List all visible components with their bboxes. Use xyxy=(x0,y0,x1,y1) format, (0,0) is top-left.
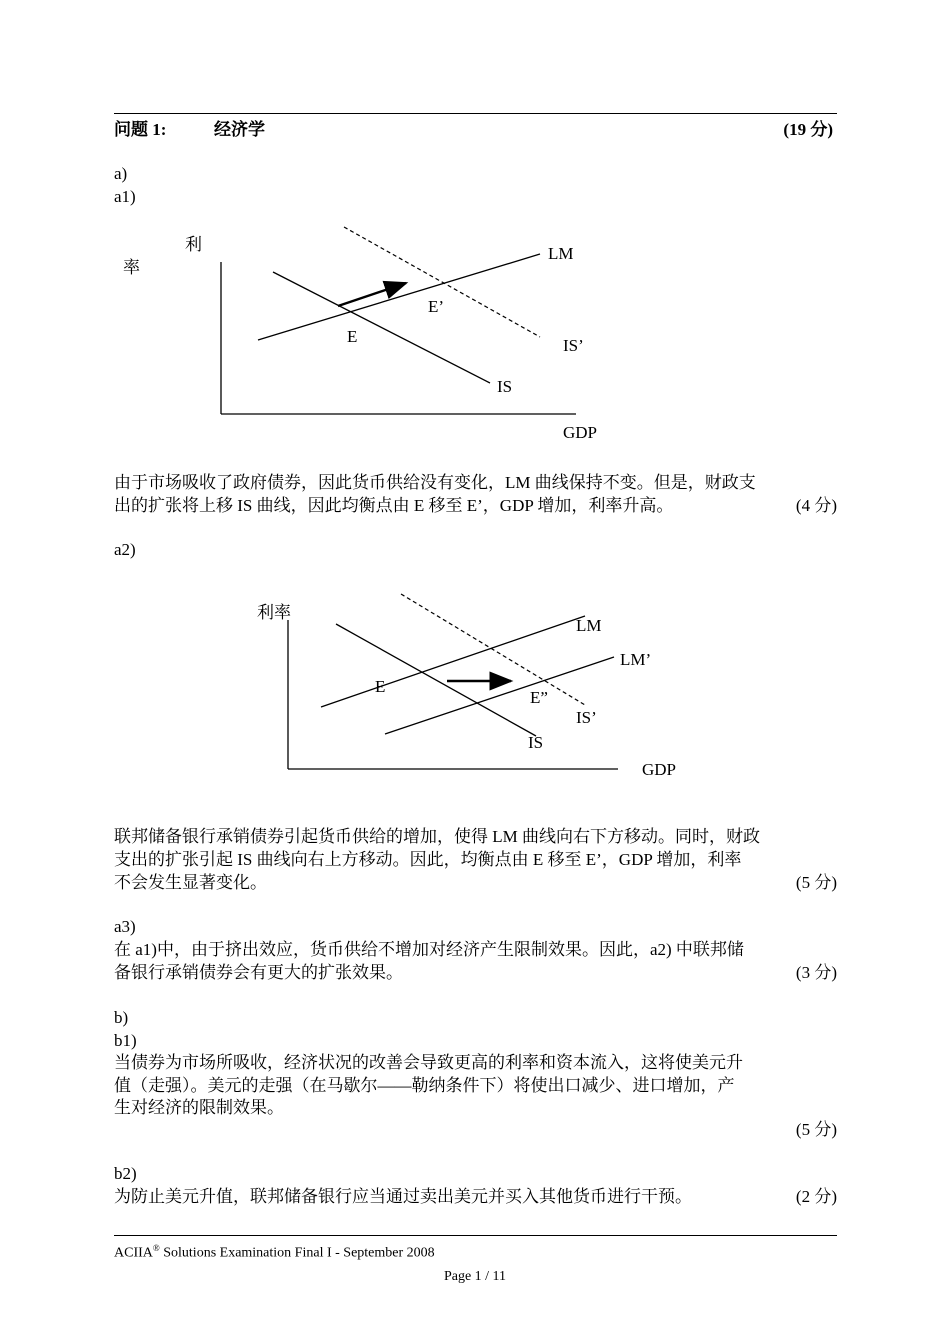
a2-text-line1: 联邦储备银行承销债券引起货币供给的增加，使得 LM 曲线向右下方移动。同时，财政 xyxy=(114,827,760,846)
question-label: 问题 1: xyxy=(114,120,167,139)
a1-is-shifted-label: IS’ xyxy=(563,336,584,355)
a1-x-label: GDP xyxy=(563,423,598,442)
a1-is-curve xyxy=(273,272,490,383)
a2-is-shifted-label: IS’ xyxy=(576,708,597,727)
b1-points: (5 分) xyxy=(795,1120,837,1139)
a2-points: (5 分) xyxy=(795,873,837,892)
a2-e-shifted-label: E” xyxy=(530,688,548,707)
a1-label: a1) xyxy=(114,187,136,206)
a3-text-line2: 备银行承销债券会有更大的扩张效果。 xyxy=(114,963,403,982)
b1-text-line3: 生对经济的限制效果。 xyxy=(114,1098,284,1117)
footer-exam-title: Solutions Examination Final I - September 2008 xyxy=(159,1245,435,1261)
a1-y-label-2: 率 xyxy=(123,258,140,277)
part-a-label: a) xyxy=(114,164,128,183)
b1-label: b1) xyxy=(114,1031,137,1050)
a1-lm-label: LM xyxy=(548,244,574,263)
a2-lm-label: LM xyxy=(576,616,602,635)
b2-points: (2 分) xyxy=(795,1187,837,1206)
a2-text-line3: 不会发生显著变化。 xyxy=(114,873,267,892)
footer-rule xyxy=(114,1235,837,1236)
a2-text-line2: 支出的扩张引起 IS 曲线向右上方移动。因此，均衡点由 E 移至 E’，GDP 增加，利率 xyxy=(114,850,742,869)
b1-text-line2: 值（走强）。美元的走强（在马歇尔——勒纳条件下）将使出口减少、进口增加，产 xyxy=(114,1076,735,1095)
a2-is-label: IS xyxy=(528,733,544,752)
b1-text-line1: 当债券为市场所吸收，经济状况的改善会导致更高的利率和资本流入，这将使美元升 xyxy=(114,1053,743,1072)
question-topic: 经济学 xyxy=(214,120,265,139)
a2-lm-shifted-label: LM’ xyxy=(620,650,652,669)
a2-label: a2) xyxy=(114,540,136,559)
a2-e-label: E xyxy=(375,677,386,696)
question-points: (19 分) xyxy=(783,120,833,139)
footer-exam-info xyxy=(114,1239,435,1263)
is-lm-diagram-a1 xyxy=(0,0,950,460)
is-lm-diagram-a2 xyxy=(0,560,950,790)
part-b-label: b) xyxy=(114,1008,129,1027)
page-number: Page 1 / 11 xyxy=(443,1269,507,1284)
a1-text-line2: 出的扩张将上移 IS 曲线，因此均衡点由 E 移至 E’，GDP 增加，利率升高。 xyxy=(114,496,674,515)
footer-org: ACIIA xyxy=(114,1245,153,1261)
a1-e-shifted-label: E’ xyxy=(428,297,445,316)
b2-text-line1: 为防止美元升值，联邦储备银行应当通过卖出美元并买入其他货币进行干预。 xyxy=(114,1187,692,1206)
b2-label: b2) xyxy=(114,1164,137,1183)
a1-y-label-1: 利 xyxy=(185,235,202,254)
a1-e-label: E xyxy=(347,327,358,346)
a3-text-line1: 在 a1)中，由于挤出效应，货币供给不增加对经济产生限制效果。因此，a2) 中联邦储 xyxy=(114,940,744,959)
a1-lm-curve xyxy=(258,254,540,340)
a1-is-label: IS xyxy=(497,377,513,396)
a3-label: a3) xyxy=(114,917,136,936)
registered-mark: ® xyxy=(152,1243,160,1253)
a2-y-label: 利率 xyxy=(257,603,291,622)
a3-points: (3 分) xyxy=(795,963,837,982)
a1-points: (4 分) xyxy=(795,496,837,515)
a1-shift-arrow xyxy=(338,283,406,306)
a2-x-label: GDP xyxy=(642,760,677,779)
a1-text-line1: 由于市场吸收了政府债券，因此货币供给没有变化，LM 曲线保持不变。但是，财政支 xyxy=(114,473,756,492)
a2-is-shifted-curve xyxy=(401,594,585,705)
a1-is-shifted-curve xyxy=(344,227,540,337)
